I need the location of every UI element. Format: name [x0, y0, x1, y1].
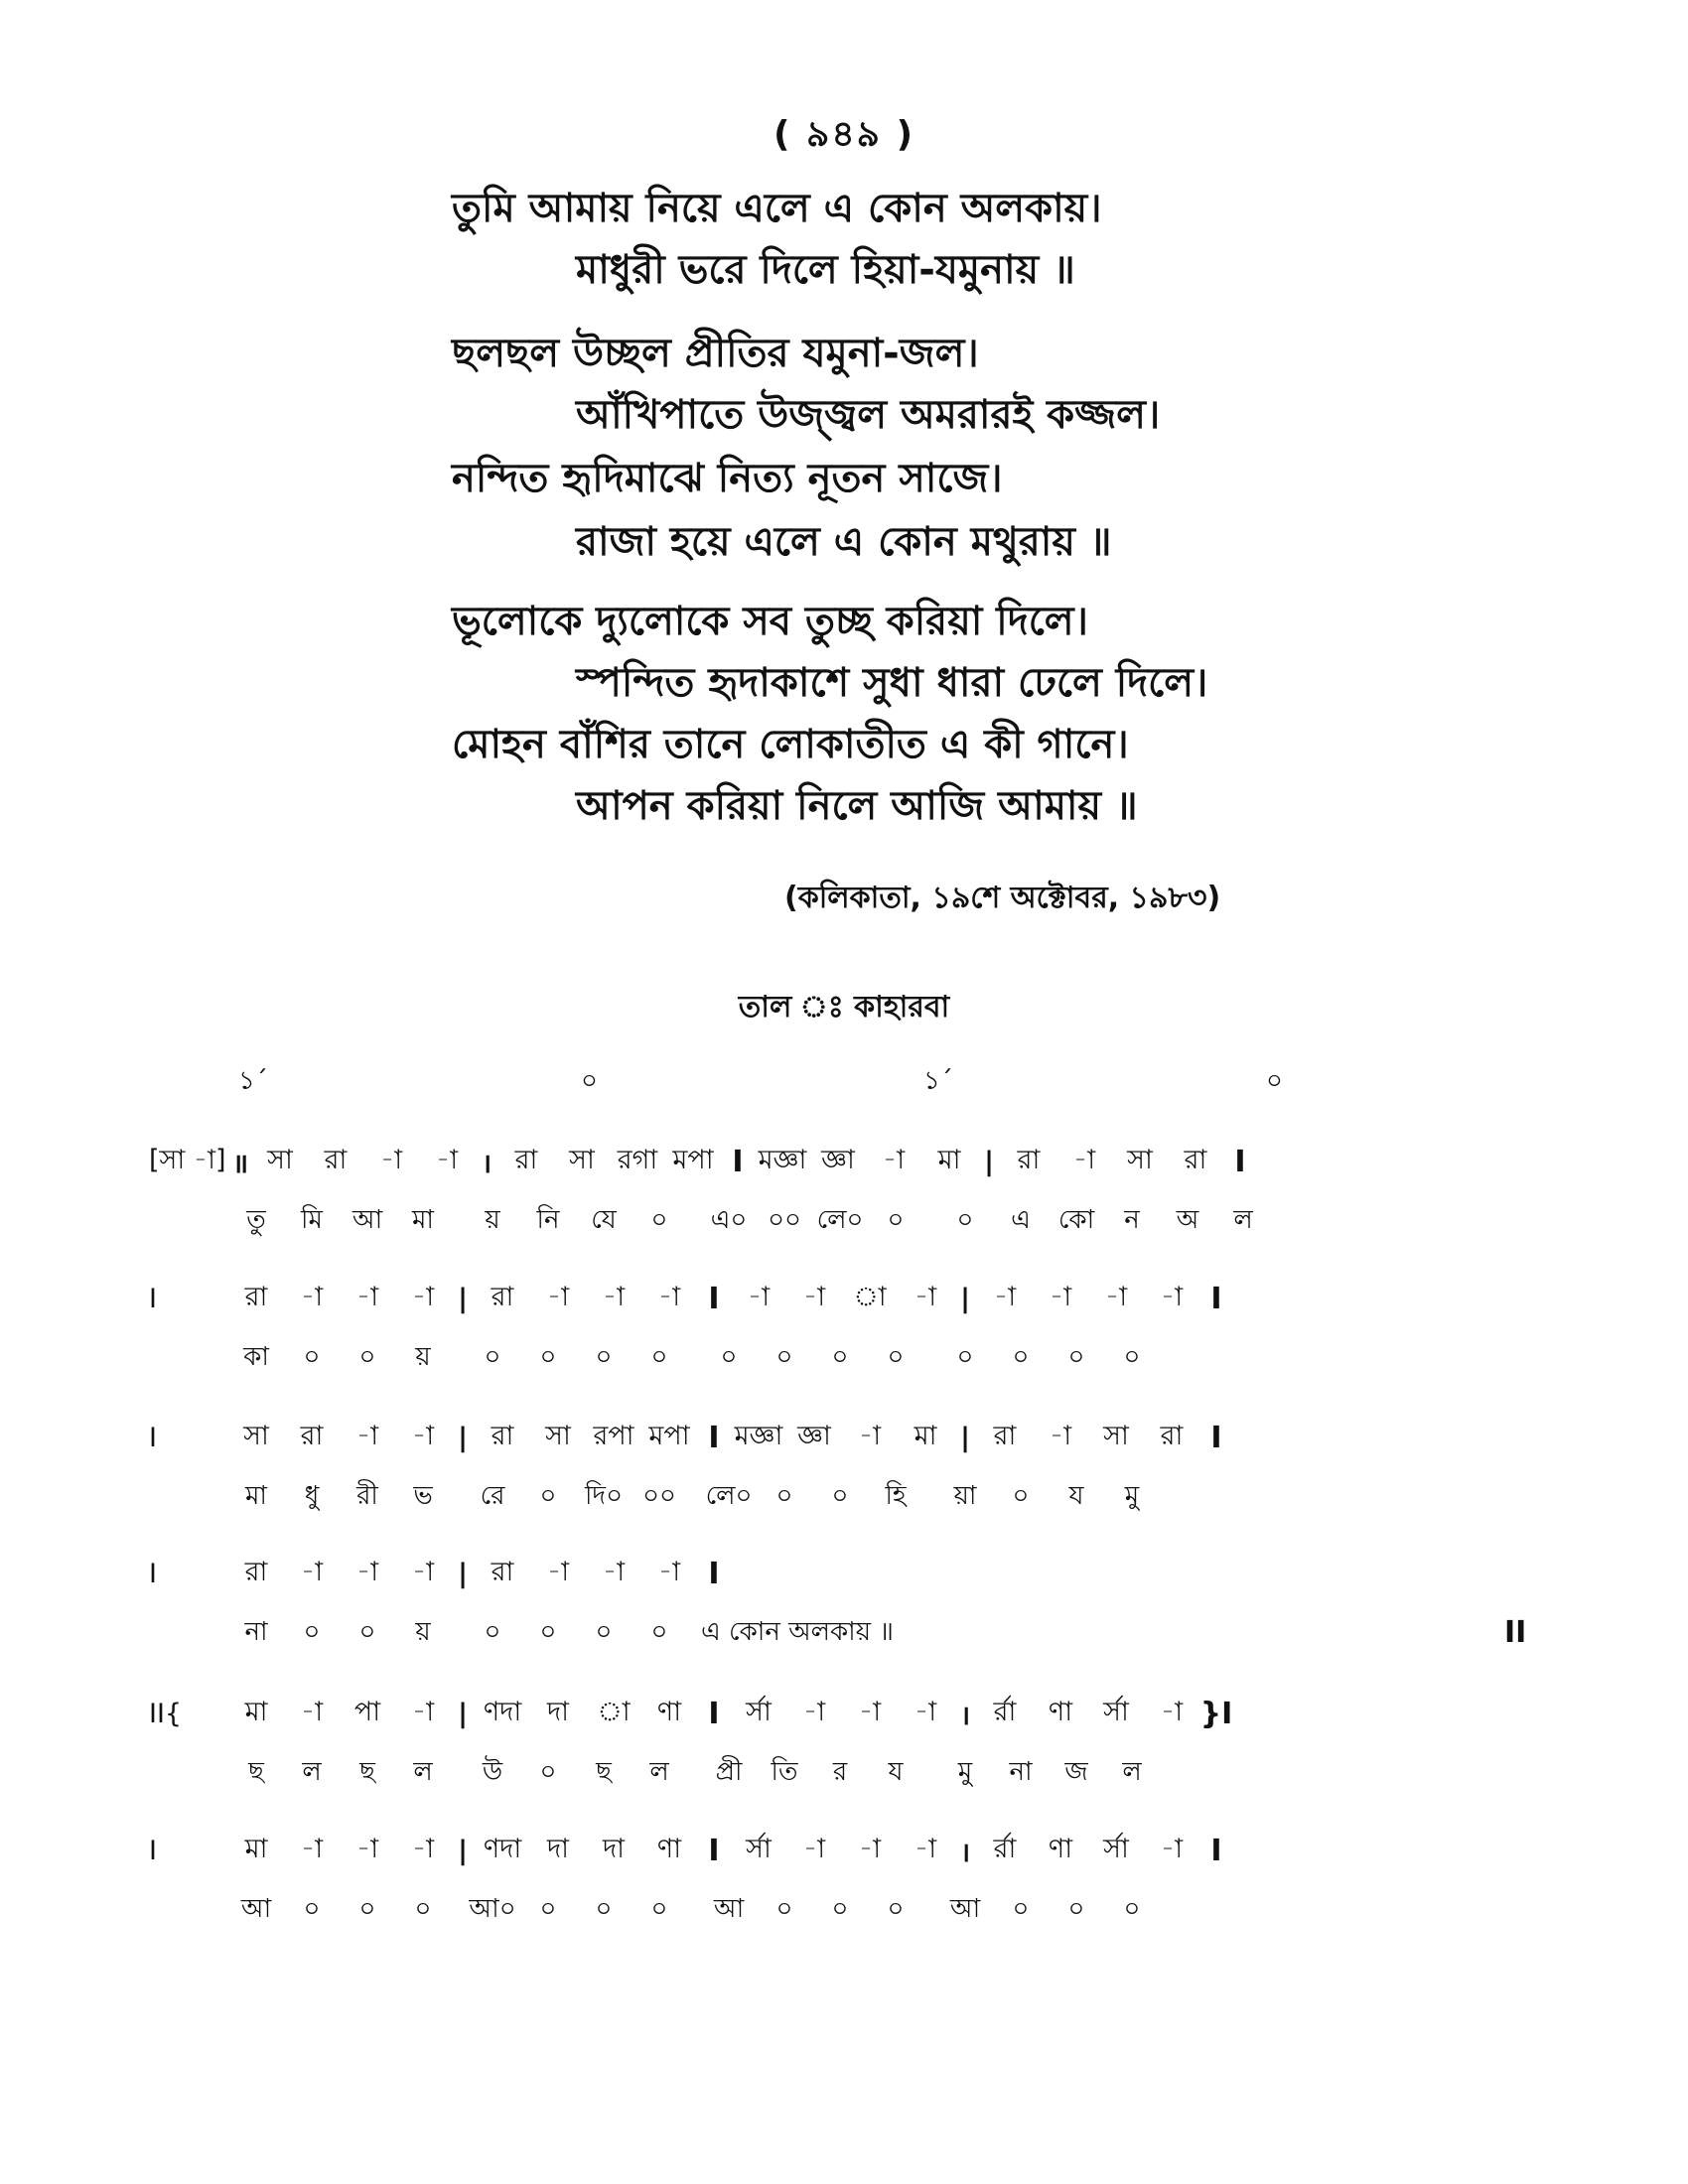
swara-note: ণদা	[483, 1696, 522, 1727]
bar-line: I	[1234, 1144, 1246, 1179]
swara-note: -া	[602, 1556, 626, 1587]
swara-note: -া	[802, 1833, 826, 1864]
lyric-syllable: মা	[412, 1205, 434, 1235]
swara-note: মপা	[648, 1420, 690, 1451]
lyric-syllable: ০	[1012, 1342, 1030, 1372]
lyric-syllable: ০	[956, 1205, 974, 1235]
verse-line: রাজা হয়ে এলে এ কোন মথুরায় ॥	[576, 519, 1112, 565]
row-lead-mark: I	[149, 1558, 157, 1589]
lyric-syllable: ০	[650, 1617, 668, 1647]
swara-note: মপা	[672, 1144, 714, 1175]
swara-row	[149, 1554, 1559, 1593]
swara-note: -া	[1160, 1696, 1184, 1727]
lyric-syllable: এ০	[710, 1205, 748, 1235]
swara-note: -া	[602, 1281, 626, 1312]
swara-note: -া	[435, 1144, 459, 1175]
swara-note: -া	[993, 1281, 1017, 1312]
lyric-syllable: ০	[303, 1342, 321, 1372]
lyric-syllable: ০	[358, 1617, 376, 1647]
bar-line: I	[1210, 1281, 1222, 1316]
lyric-syllable: উ	[482, 1757, 503, 1787]
lyric-syllable: এ	[1011, 1205, 1031, 1235]
swara-note: -া	[300, 1556, 324, 1587]
lyric-syllable: ০	[1012, 1894, 1030, 1924]
verse-line: ভূলোকে দ্যুলোকে সব তুচ্ছ করিয়া দিলে।	[452, 599, 1088, 644]
lyric-syllable: আ	[949, 1894, 981, 1924]
lyric-syllable: মা	[245, 1481, 267, 1511]
swara-note: রা	[300, 1420, 324, 1451]
swara-note: রা	[514, 1144, 538, 1175]
swara-note: -া	[1072, 1144, 1096, 1175]
swara-note: -া	[300, 1833, 324, 1864]
bar-line: I	[708, 1556, 720, 1591]
swara-note: সা	[569, 1144, 595, 1175]
verse-line: স্পন্দিত হৃদাকাশে সুধা ধারা ঢেলে দিলে।	[576, 660, 1208, 706]
swara-note: র্সা	[746, 1833, 772, 1864]
swara-note: -া	[411, 1420, 435, 1451]
lyric-syllable: লে০	[705, 1481, 753, 1511]
swara-note: -া	[1049, 1281, 1072, 1312]
swara-note: -া	[882, 1144, 906, 1175]
swara-note: -া	[657, 1556, 681, 1587]
beat-markers	[0, 1060, 1688, 1100]
lyric-syllable: ০	[650, 1894, 668, 1924]
refrain-text: এ কোন অলকায় ॥	[701, 1617, 895, 1647]
swara-note: মা	[244, 1696, 268, 1727]
bar-line: |	[458, 1835, 468, 1866]
taal-heading: তাল ঃ কাহারবা	[738, 990, 950, 1024]
lyric-syllable: না	[244, 1617, 268, 1647]
swara-note: -া	[546, 1281, 570, 1312]
row-lead-mark: I	[149, 1422, 157, 1453]
swara-note: দা	[546, 1833, 569, 1864]
lyric-syllable: ল	[1122, 1757, 1142, 1787]
swara-note: রা	[1184, 1144, 1207, 1175]
swara-note: রা	[491, 1556, 514, 1587]
row-lead-mark: I	[149, 1835, 157, 1866]
bar-line: |	[458, 1422, 468, 1453]
swara-note: মা	[937, 1144, 961, 1175]
lyric-syllable: ০	[720, 1342, 738, 1372]
swara-note: -া	[379, 1144, 403, 1175]
swara-note: -া	[300, 1281, 324, 1312]
lyric-syllable: ০	[303, 1617, 321, 1647]
swara-row	[149, 1831, 1559, 1870]
lyric-row	[149, 1338, 1559, 1378]
lyric-syllable: য়া	[953, 1481, 977, 1511]
lyric-syllable: ০	[539, 1481, 557, 1511]
lyric-syllable: মু	[957, 1757, 973, 1787]
verse-line: নন্দিত হৃদিমাঝে নিত্য নূতন সাজে।	[452, 456, 1003, 501]
swara-note: -া	[914, 1833, 937, 1864]
lyric-syllable: ০	[595, 1342, 613, 1372]
lyric-syllable: ০	[539, 1757, 557, 1787]
swara-note: -া	[355, 1833, 379, 1864]
bar-line: ॥	[231, 1148, 249, 1179]
lyric-syllable: লে০	[816, 1205, 864, 1235]
swara-row	[149, 1694, 1559, 1733]
lyric-syllable: ০	[831, 1894, 849, 1924]
lyric-syllable: ০	[539, 1342, 557, 1372]
lyric-syllable: ০	[414, 1894, 432, 1924]
swara-note: দা	[602, 1833, 625, 1864]
swara-note: রা	[491, 1281, 514, 1312]
swara-note: মজ্ঞা	[758, 1144, 807, 1175]
swara-note: ণদা	[483, 1833, 522, 1864]
lyric-syllable: ল	[302, 1757, 322, 1787]
lyric-syllable: তু	[246, 1205, 266, 1235]
lyric-syllable: দি০	[584, 1481, 623, 1511]
swara-note: ণা	[656, 1833, 682, 1864]
lyric-syllable: ল	[1233, 1205, 1253, 1235]
lyric-row	[149, 1201, 1559, 1241]
lyric-syllable: ০০	[642, 1481, 676, 1511]
lyric-syllable: কা	[243, 1342, 269, 1372]
lyric-syllable: ০	[831, 1342, 849, 1372]
row-lead-mark: II{	[149, 1698, 183, 1729]
lyric-syllable: ০	[484, 1617, 501, 1647]
swara-note: -া	[411, 1556, 435, 1587]
swara-note: -া	[355, 1556, 379, 1587]
lyric-syllable: য়	[415, 1617, 431, 1647]
lyric-syllable: ০	[650, 1205, 668, 1235]
bar-line: |	[458, 1698, 468, 1729]
swara-row	[149, 1142, 1559, 1181]
lyric-syllable: ০	[775, 1342, 793, 1372]
lyric-syllable: ল	[413, 1757, 433, 1787]
lyric-syllable: ০	[595, 1894, 613, 1924]
swara-note: -া	[546, 1556, 570, 1587]
swara-note: র্সা	[1103, 1696, 1129, 1727]
bar-line: }I	[1199, 1696, 1233, 1731]
lyric-syllable: হি	[885, 1481, 907, 1511]
lyric-syllable: ০	[887, 1205, 905, 1235]
lyric-syllable: ছ	[248, 1757, 264, 1787]
lyric-syllable: য়	[415, 1342, 431, 1372]
swara-note: -া	[802, 1281, 826, 1312]
bar-line: I	[708, 1281, 720, 1316]
beat-marker: ০	[581, 1066, 598, 1096]
lyric-syllable: যে	[591, 1205, 617, 1235]
bar-line: |	[960, 1283, 970, 1314]
swara-note: া	[853, 1281, 887, 1312]
bar-line: I	[708, 1833, 720, 1868]
lyric-syllable: য	[888, 1757, 904, 1787]
lyric-syllable: আ	[352, 1205, 383, 1235]
swara-note: মা	[914, 1420, 937, 1451]
swara-note: ণা	[1048, 1696, 1073, 1727]
bar-line: ।	[481, 1148, 492, 1179]
lyric-syllable: ভ	[413, 1481, 433, 1511]
bar-line: |	[960, 1422, 970, 1453]
lyric-syllable: ০	[887, 1342, 905, 1372]
lyric-syllable: ০	[775, 1894, 793, 1924]
bar-line: |	[458, 1283, 468, 1314]
swara-note: রা	[993, 1420, 1017, 1451]
lyric-syllable: ০	[1067, 1894, 1085, 1924]
swara-note: -া	[858, 1696, 882, 1727]
lyric-syllable: ধু	[304, 1481, 320, 1511]
lyric-syllable: ০	[1067, 1342, 1085, 1372]
swara-note: রা	[1017, 1144, 1041, 1175]
beat-marker: ১´	[923, 1066, 953, 1096]
lyric-row	[149, 1477, 1559, 1517]
swara-note: -া	[914, 1281, 937, 1312]
swara-note: মা	[244, 1833, 268, 1864]
lyric-row	[149, 1613, 1559, 1653]
swara-note: -া	[300, 1696, 324, 1727]
swara-note: র্রা	[993, 1696, 1017, 1727]
lyric-syllable: ০	[539, 1894, 557, 1924]
lyric-row	[149, 1890, 1559, 1930]
lyric-syllable: আ	[713, 1894, 745, 1924]
lyric-syllable: ০০	[768, 1205, 801, 1235]
swara-note: -া	[1104, 1281, 1128, 1312]
swara-note: সা	[267, 1144, 293, 1175]
swara-note: -া	[411, 1833, 435, 1864]
swara-note: জ্ঞা	[821, 1144, 855, 1175]
lyric-syllable: অ	[1176, 1205, 1199, 1235]
beat-marker: ০	[1266, 1066, 1283, 1096]
bar-line: |	[984, 1146, 994, 1177]
swara-note: -া	[747, 1281, 771, 1312]
swara-note: র্রা	[993, 1833, 1017, 1864]
lyric-syllable: র	[832, 1757, 848, 1787]
swara-note: -া	[802, 1696, 826, 1727]
swara-note: রা	[244, 1281, 268, 1312]
swara-note: -া	[858, 1833, 882, 1864]
swara-note: া	[597, 1696, 631, 1727]
swara-note: পা	[353, 1696, 381, 1727]
swara-note: রা	[244, 1556, 268, 1587]
lyric-syllable: ০	[1123, 1894, 1141, 1924]
lyric-syllable: য়	[485, 1205, 500, 1235]
bar-line: I	[732, 1144, 744, 1179]
swara-note: রা	[491, 1420, 514, 1451]
bar-line: ।	[959, 1700, 971, 1731]
lyric-syllable: য	[1068, 1481, 1084, 1511]
beat-marker: ১´	[238, 1066, 268, 1096]
swara-note: ণা	[1048, 1833, 1073, 1864]
lyric-syllable: ০	[887, 1894, 905, 1924]
row-lead-mark: [সা -া]	[149, 1144, 226, 1175]
lyric-syllable: ০	[956, 1342, 974, 1372]
lyric-syllable: না	[1009, 1757, 1033, 1787]
swara-note: ণা	[656, 1696, 682, 1727]
verse-line: ছলছল উচ্ছল প্রীতির যমুনা-জল।	[452, 331, 979, 376]
lyric-syllable: ছ	[359, 1757, 375, 1787]
lyric-syllable: কো	[1057, 1205, 1095, 1235]
lyric-syllable: ০	[539, 1617, 557, 1647]
row-lead-mark: I	[149, 1283, 157, 1314]
swara-note: -া	[411, 1696, 435, 1727]
bar-line: I	[1210, 1420, 1222, 1455]
swara-row	[149, 1279, 1559, 1318]
swara-note: -া	[914, 1696, 937, 1727]
page-number: ( ৯৪৯ )	[773, 114, 915, 155]
swara-note: -া	[1160, 1281, 1184, 1312]
swara-note: সা	[243, 1420, 269, 1451]
swara-note: -া	[858, 1420, 882, 1451]
lyric-syllable: নি	[536, 1205, 560, 1235]
swara-note: -া	[1049, 1420, 1072, 1451]
section-end-mark: II	[1504, 1615, 1527, 1650]
swara-note: সা	[1103, 1420, 1129, 1451]
verse-line: মাধুরী ভরে দিলে হিয়া-যমুনায় ॥	[576, 247, 1075, 293]
swara-note: -া	[355, 1420, 379, 1451]
bar-line: I	[1210, 1833, 1222, 1868]
dateline: (কলিকাতা, ১৯শে অক্টোবর, ১৯৮৩)	[784, 881, 1221, 915]
swara-note: রা	[1160, 1420, 1184, 1451]
lyric-syllable: তি	[771, 1757, 798, 1787]
lyric-row	[149, 1753, 1559, 1793]
swara-note: সা	[1127, 1144, 1153, 1175]
bar-line: |	[458, 1558, 468, 1589]
swara-note: র্সা	[746, 1696, 772, 1727]
bar-line: ।	[959, 1837, 971, 1868]
lyric-syllable: ০	[831, 1481, 849, 1511]
lyric-syllable: মু	[1124, 1481, 1140, 1511]
lyric-syllable: আ০	[469, 1894, 516, 1924]
verse-line: আপন করিয়া নিলে আজি আমায় ॥	[576, 783, 1138, 829]
swara-row	[149, 1418, 1559, 1457]
swara-note: -া	[411, 1281, 435, 1312]
swara-note: মজ্ঞা	[734, 1420, 783, 1451]
lyric-syllable: ০	[1012, 1481, 1030, 1511]
lyric-syllable: ০	[595, 1617, 613, 1647]
lyric-syllable: আ	[240, 1894, 272, 1924]
lyric-syllable: ০	[650, 1342, 668, 1372]
lyric-syllable: রে	[480, 1481, 505, 1511]
verse-line: তুমি আমায় নিয়ে এলে এ কোন অলকায়।	[452, 186, 1102, 231]
swara-note: র্সা	[1103, 1833, 1129, 1864]
lyric-syllable: রী	[356, 1481, 378, 1511]
lyric-syllable: ০	[775, 1481, 793, 1511]
verse-line: মোহন বাঁশির তানে লোকাতীত এ কী গানে।	[452, 722, 1129, 767]
lyric-syllable: মি	[301, 1205, 323, 1235]
lyric-syllable: ছ	[596, 1757, 612, 1787]
swara-note: সা	[545, 1420, 571, 1451]
swara-note: দা	[546, 1696, 569, 1727]
verse-line: আঁখিপাতে উজ্জ্বল অমরারই কজ্জল।	[576, 392, 1161, 438]
lyric-syllable: ল	[649, 1757, 669, 1787]
lyric-syllable: ০	[303, 1894, 321, 1924]
lyric-syllable: ০	[1123, 1342, 1141, 1372]
lyric-syllable: ন	[1124, 1205, 1140, 1235]
lyric-syllable: জ	[1064, 1757, 1088, 1787]
swara-note: জ্ঞা	[797, 1420, 831, 1451]
swara-note: রগা	[617, 1144, 658, 1175]
lyric-syllable: ০	[484, 1342, 501, 1372]
lyric-syllable: ০	[358, 1342, 376, 1372]
swara-note: রা	[324, 1144, 348, 1175]
swara-note: -া	[355, 1281, 379, 1312]
bar-line: I	[708, 1420, 720, 1455]
swara-note: -া	[1160, 1833, 1184, 1864]
lyric-syllable: ০	[358, 1894, 376, 1924]
lyric-syllable: প্রী	[715, 1757, 743, 1787]
bar-line: I	[708, 1696, 720, 1731]
swara-note: -া	[657, 1281, 681, 1312]
swara-note: রপা	[593, 1420, 634, 1451]
